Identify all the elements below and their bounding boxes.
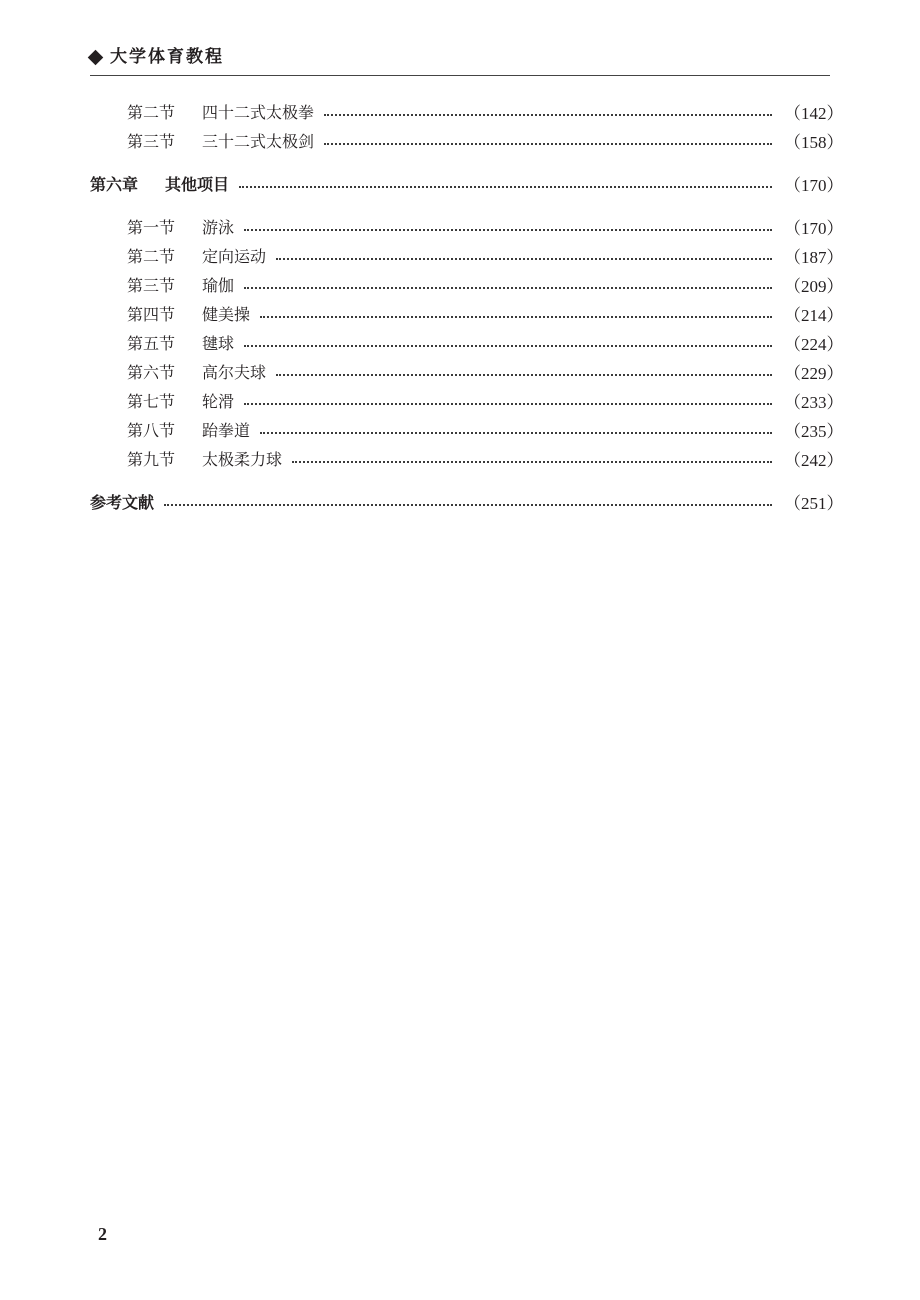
dot-leader (260, 316, 772, 318)
toc-entry[interactable] (90, 97, 844, 126)
entry-page: （170） (784, 176, 844, 195)
entry-title: 跆拳道 (202, 421, 251, 440)
entry-number: 第三节 (127, 276, 176, 295)
dot-leader (244, 229, 772, 231)
entry-number: 第二节 (127, 247, 176, 266)
entry-title: 太极柔力球 (202, 450, 283, 469)
entry-page: （224） (784, 335, 844, 354)
entry-title: 游泳 (202, 218, 235, 237)
references-title: 参考文献 (90, 493, 155, 512)
entry-title: 定向运动 (202, 247, 267, 266)
entry-page: （187） (784, 248, 844, 267)
entry-page: （251） (784, 494, 844, 513)
dot-leader (239, 186, 772, 188)
entry-page: （229） (784, 364, 844, 383)
toc-entry[interactable] (90, 299, 844, 328)
entry-title: 瑜伽 (202, 276, 235, 295)
toc-entry[interactable] (90, 386, 844, 415)
entry-number: 第四节 (127, 305, 176, 324)
entry-number: 第二节 (127, 103, 176, 122)
entry-number: 第三节 (127, 132, 176, 151)
diamond-icon (88, 50, 104, 66)
entry-number: 第九节 (127, 450, 176, 469)
toc-entry[interactable] (90, 444, 844, 473)
entry-page: （209） (784, 277, 844, 296)
entry-page: （142） (784, 104, 844, 123)
toc-entry[interactable] (90, 270, 844, 299)
book-title: 大学体育教程 (110, 47, 224, 67)
running-header (90, 44, 830, 76)
entry-page: （233） (784, 393, 844, 412)
entry-title: 健美操 (202, 305, 251, 324)
toc-entry[interactable] (90, 328, 844, 357)
dot-leader (244, 287, 772, 289)
entry-number: 第七节 (127, 392, 176, 411)
entry-title: 四十二式太极拳 (202, 103, 315, 122)
entry-page: （170） (784, 219, 844, 238)
toc-entry[interactable] (90, 212, 844, 241)
entry-page: （242） (784, 451, 844, 470)
chapter-title: 其他项目 (165, 175, 230, 194)
entry-title: 轮滑 (202, 392, 235, 411)
toc-entry[interactable] (90, 126, 844, 155)
dot-leader (260, 432, 772, 434)
entry-number: 第八节 (127, 421, 176, 440)
toc-references[interactable] (90, 487, 844, 516)
dot-leader (324, 114, 772, 116)
entry-page: （158） (784, 133, 844, 152)
dot-leader (164, 504, 772, 506)
entry-number: 第六节 (127, 363, 176, 382)
page-number: 2 (98, 1224, 107, 1244)
toc-chapter[interactable] (90, 169, 844, 198)
entry-page: （214） (784, 306, 844, 325)
entry-title: 毽球 (202, 334, 235, 353)
table-of-contents (90, 97, 844, 516)
dot-leader (244, 403, 772, 405)
entry-page: （235） (784, 422, 844, 441)
dot-leader (244, 345, 772, 347)
toc-entry[interactable] (90, 415, 844, 444)
dot-leader (324, 143, 772, 145)
dot-leader (292, 461, 772, 463)
entry-number: 第一节 (127, 218, 176, 237)
chapter-number: 第六章 (90, 175, 139, 194)
entry-title: 三十二式太极剑 (202, 132, 315, 151)
toc-entry[interactable] (90, 241, 844, 270)
toc-entry[interactable] (90, 357, 844, 386)
entry-number: 第五节 (127, 334, 176, 353)
dot-leader (276, 258, 772, 260)
entry-title: 高尔夫球 (202, 363, 267, 382)
dot-leader (276, 374, 772, 376)
